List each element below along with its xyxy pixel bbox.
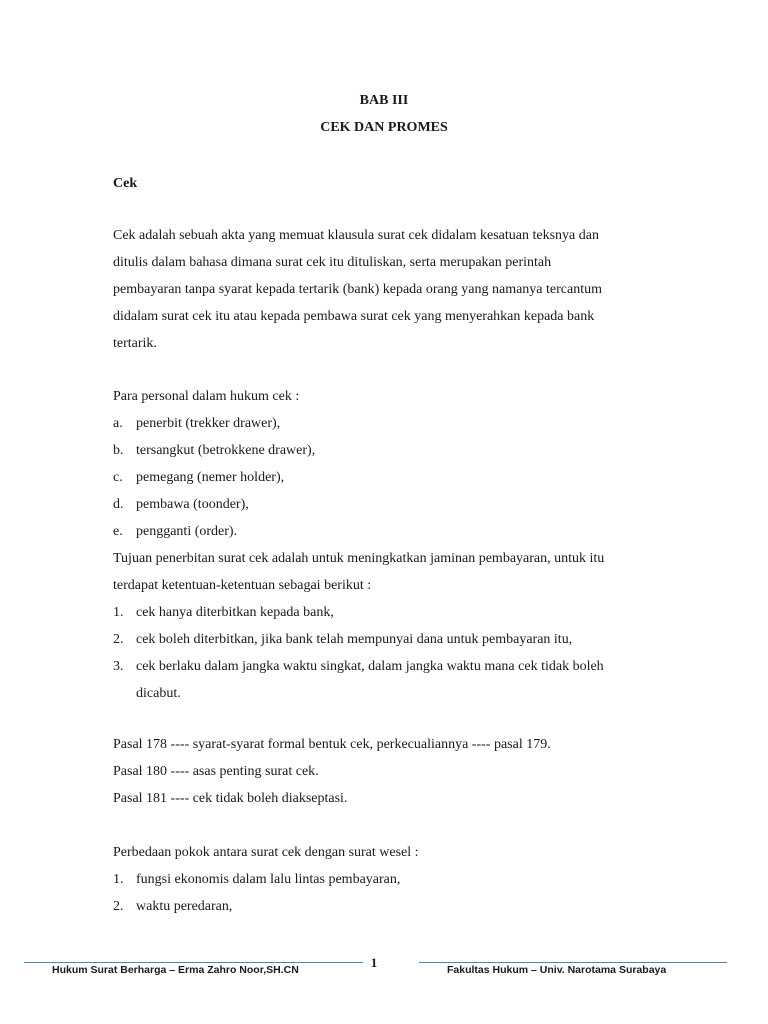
list-marker: a. [113, 416, 123, 431]
list-item-text: penerbit (trekker drawer), [136, 416, 281, 431]
articles-section [113, 731, 653, 812]
definition-line: Cek adalah sebuah akta yang memuat klausula surat cek didalam kesatuan teksnya dan [113, 228, 599, 243]
footer-right-text: Fakultas Hukum – Univ. Narotama Surabaya [447, 964, 667, 976]
list-item-text: pemegang (nemer holder), [136, 470, 285, 485]
list-item [113, 866, 653, 893]
list-item-text: tersangkut (betrokkene drawer), [136, 443, 316, 458]
list-item-text: cek hanya diterbitkan kepada bank, [136, 605, 334, 620]
section-heading-block [113, 170, 653, 197]
list-item-text: cek boleh diterbitkan, jika bank telah mempunyai dana untuk pembayaran itu, [136, 632, 573, 647]
article-line: Pasal 180 ---- asas penting surat cek. [113, 764, 319, 779]
list-item [113, 410, 653, 437]
footer-rule-right [419, 962, 727, 963]
definition-line: pembayaran tanpa syarat kepada tertarik (bank) kepada orang yang namanya tercantum [113, 282, 602, 297]
chapter-label: BAB III [359, 93, 409, 108]
footer-rule-left [24, 962, 363, 963]
personal-intro: Para personal dalam hukum cek : [113, 389, 300, 404]
definition-line: ditulis dalam bahasa dimana surat cek itu dituliskan, serta merupakan perintah [113, 255, 552, 270]
differences-section [113, 839, 653, 920]
list-item [113, 653, 653, 680]
section-heading: Cek [113, 176, 138, 191]
list-item-text: pengganti (order). [136, 524, 238, 539]
list-item-continuation: dicabut. [136, 686, 181, 701]
list-marker: b. [113, 443, 124, 458]
list-marker: 2. [113, 899, 124, 914]
article-line: Pasal 181 ---- cek tidak boleh diakseptasi. [113, 791, 348, 806]
list-item [113, 518, 653, 545]
purpose-intro-line: Tujuan penerbitan surat cek adalah untuk meningkatkan jaminan pembayaran, untuk itu [113, 551, 605, 566]
list-item-text: fungsi ekonomis dalam lalu lintas pembayaran, [136, 872, 401, 887]
list-marker: d. [113, 497, 124, 512]
list-item-text: cek berlaku dalam jangka waktu singkat, dalam jangka waktu mana cek tidak boleh [136, 659, 604, 674]
differences-intro: Perbedaan pokok antara surat cek dengan surat wesel : [113, 845, 419, 860]
personal-section [113, 383, 653, 707]
list-item [113, 893, 653, 920]
article-line: Pasal 178 ---- syarat-syarat formal bentuk cek, perkecualiannya ---- pasal 179. [113, 737, 551, 752]
list-item [113, 437, 653, 464]
definition-line: didalam surat cek itu atau kepada pembawa surat cek yang menyerahkan kepada bank [113, 309, 595, 324]
list-item-text: waktu peredaran, [136, 899, 233, 914]
list-marker: 3. [113, 659, 124, 674]
list-item [113, 599, 653, 626]
list-item [113, 491, 653, 518]
definition-paragraph [113, 222, 653, 357]
list-marker: c. [113, 470, 123, 485]
list-item-text: pembawa (toonder), [136, 497, 249, 512]
list-marker: 2. [113, 632, 124, 647]
purpose-intro-line: terdapat ketentuan-ketentuan sebagai berikut : [113, 578, 372, 593]
chapter-title: CEK DAN PROMES [320, 120, 448, 135]
list-marker: 1. [113, 605, 124, 620]
page-number: 1 [370, 955, 378, 970]
definition-line: tertarik. [113, 336, 157, 351]
list-item [113, 464, 653, 491]
list-marker: e. [113, 524, 123, 539]
list-item [113, 626, 653, 653]
footer-left-text: Hukum Surat Berharga – Erma Zahro Noor,SH.CN [52, 964, 299, 976]
list-marker: 1. [113, 872, 124, 887]
